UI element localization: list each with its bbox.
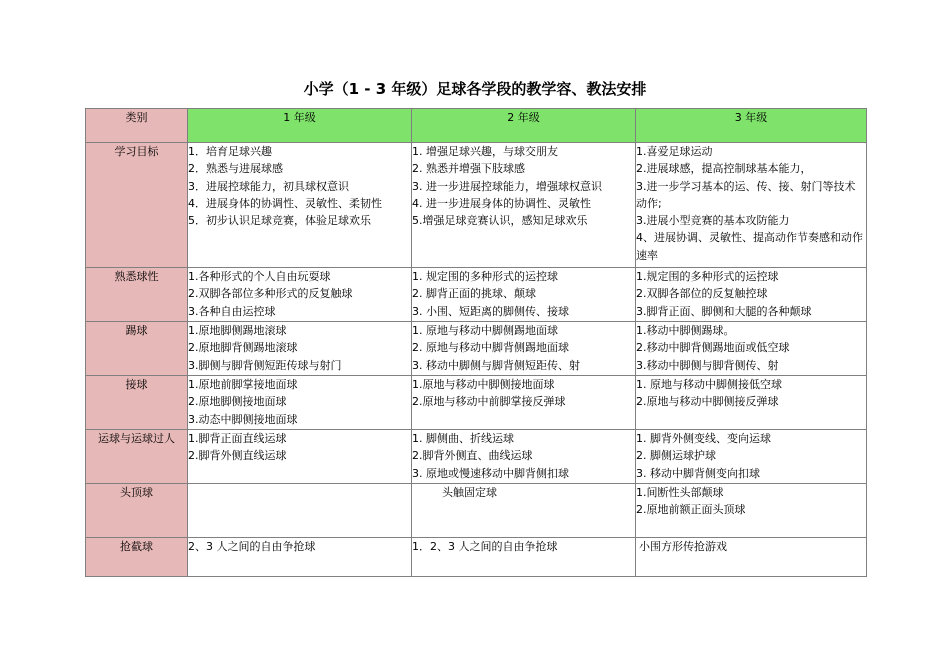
cell-line: 2.原地与移动中前脚掌接反弹球 — [412, 395, 566, 409]
page-title: 小学（1 - 3 年级）足球各学段的教学容、教法安排 — [303, 80, 647, 98]
grade-3-cell — [636, 143, 867, 268]
cell-line: 3. 小围、短距离的脚侧传、接球 — [412, 304, 569, 318]
category-cell: 接球 — [86, 376, 188, 430]
grade-1-cell — [188, 430, 412, 484]
grade-1-cell — [188, 268, 412, 322]
cell-line: 2. 脚背正面的挑球、颠球 — [412, 287, 536, 301]
cell-line: 1．培育足球兴趣 — [188, 145, 272, 158]
category-cell: 踢球 — [86, 322, 188, 376]
row-tackling — [86, 538, 867, 577]
cell-line: 5．初步认识足球竞赛，体验足球欢乐 — [188, 214, 371, 228]
row-receiving — [86, 376, 867, 430]
header-grade-2: 2 年级 — [412, 109, 636, 143]
cell-line: 1. 增强足球兴趣，与球交朋友 — [412, 145, 558, 158]
header-grade-1: 1 年级 — [188, 109, 412, 143]
cell-line: 1. 脚侧曲、折线运球 — [412, 432, 514, 445]
grade-1-cell — [188, 484, 412, 538]
cell-line: 1.原地前脚掌接地面球 — [188, 378, 298, 391]
grade-3-cell — [636, 268, 867, 322]
cell-line: 3.动态中脚侧接地面球 — [188, 412, 298, 426]
cell-line: 小围方形传抢游戏 — [639, 540, 727, 553]
grade-3-cell — [636, 322, 867, 376]
curriculum-table — [85, 108, 867, 577]
cell-line: 2.原地与移动中脚侧接反弹球 — [636, 395, 779, 409]
cell-line: 5.增强足球竞赛认识，感知足球欢乐 — [412, 214, 588, 228]
grade-2-cell — [412, 268, 636, 322]
cell-line: 2.双脚各部位的反复触控球 — [636, 287, 768, 301]
cell-line: 1.间断性头部颠球 — [636, 486, 724, 499]
cell-line: 1.原地脚侧踢地滚球 — [188, 324, 287, 337]
grade-2-cell — [412, 143, 636, 268]
cell-line: 2. 原地与移动中脚背侧踢地面球 — [412, 341, 569, 355]
header-row — [86, 109, 867, 143]
cell-line: 1.脚背正面直线运球 — [188, 432, 287, 445]
cell-line: 3. 移动中脚侧与脚背侧短距传、射 — [412, 358, 580, 372]
cell-line: 2.进展球感，提高控制球基本能力， — [636, 162, 812, 176]
cell-line: 1. 规定围的多种形式的运控球 — [412, 270, 558, 283]
category-cell: 熟悉球性 — [86, 268, 188, 322]
cell-line: 4. 进一步进展身体的协调性、灵敏性 — [412, 196, 591, 210]
row-heading — [86, 484, 867, 538]
grade-2-cell — [412, 430, 636, 484]
cell-line: 1. 原地与移动中脚侧踢地面球 — [412, 324, 558, 337]
grade-1-cell — [188, 538, 412, 577]
grade-3-cell — [636, 538, 867, 577]
cell-line: 2.原地脚背侧踢地滚球 — [188, 341, 298, 355]
cell-line: 2．熟悉与进展球感 — [188, 162, 283, 176]
cell-line: 2. 熟悉并增强下肢球感 — [412, 162, 525, 176]
cell-line: 1. 脚背外侧变线、变向运球 — [636, 432, 771, 445]
grade-2-cell — [412, 322, 636, 376]
grade-3-cell — [636, 376, 867, 430]
row-kicking — [86, 322, 867, 376]
cell-line: 2.原地脚侧接地面球 — [188, 395, 287, 409]
cell-line: 3.移动中脚侧与脚背侧传、射 — [636, 358, 779, 372]
cell-line: 1．2、3 人之间的自由争抢球 — [412, 540, 558, 553]
cell-line: 2.原地前额正面头顶球 — [636, 503, 746, 517]
category-cell: 学习目标 — [86, 143, 188, 268]
grade-2-cell — [412, 376, 636, 430]
grade-1-cell — [188, 322, 412, 376]
cell-line: 1.移动中脚侧踢球。 — [636, 324, 735, 337]
cell-line: 1.原地与移动中脚侧接地面球 — [412, 378, 555, 391]
grade-3-cell — [636, 484, 867, 538]
cell-line: 4、进展协调、灵敏性、提高动作节奏感和动作速率 — [636, 231, 863, 262]
cell-line: 3.脚背正面、脚侧和大腿的各种颠球 — [636, 304, 812, 318]
cell-line: 3.进展小型竞赛的基本攻防能力 — [636, 214, 790, 228]
cell-line: 3.进一步学习基本的运、传、接、射门等技术动作; — [636, 179, 856, 210]
cell-line: 3.脚侧与脚背侧短距传球与射门 — [188, 358, 342, 372]
cell-line: 1. 原地与移动中脚侧接低空球 — [636, 378, 782, 391]
cell-line: 1.规定围的多种形式的运控球 — [636, 270, 779, 283]
category-cell: 头顶球 — [86, 484, 188, 538]
cell-line: 3.各种自由运控球 — [188, 304, 276, 318]
cell-line: 2. 脚侧运球护球 — [636, 449, 716, 463]
header-category: 类别 — [86, 109, 188, 143]
category-cell: 运球与运球过人 — [86, 430, 188, 484]
row-ball-familiarity — [86, 268, 867, 322]
cell-line: 2.脚背外侧直、曲线运球 — [412, 449, 533, 463]
grade-2-cell — [412, 538, 636, 577]
cell-line: 2.移动中脚背侧踢地面或低空球 — [636, 341, 790, 355]
category-cell: 抢截球 — [86, 538, 188, 577]
grade-1-cell — [188, 143, 412, 268]
row-dribbling — [86, 430, 867, 484]
grade-2-cell — [412, 484, 636, 538]
cell-line: 3．进展控球能力，初具球权意识 — [188, 179, 349, 193]
cell-line: 1.各种形式的个人自由玩耍球 — [188, 270, 331, 283]
grade-1-cell — [188, 376, 412, 430]
cell-line: 1.喜爱足球运动 — [636, 145, 713, 158]
cell-line: 头触固定球 — [442, 486, 497, 499]
row-learning-goals — [86, 143, 867, 268]
cell-line: 3. 进一步进展控球能力，增强球权意识 — [412, 179, 602, 193]
cell-line: 4．进展身体的协调性、灵敏性、柔韧性 — [188, 196, 382, 210]
header-grade-3: 3 年级 — [636, 109, 867, 143]
cell-line: 2.双脚各部位多种形式的反复触球 — [188, 287, 353, 301]
cell-line: 2、3 人之间的自由争抢球 — [188, 540, 316, 553]
cell-line: 3. 原地或慢速移动中脚背侧扣球 — [412, 466, 569, 480]
grade-3-cell — [636, 430, 867, 484]
cell-line: 3. 移动中脚背侧变向扣球 — [636, 466, 760, 480]
cell-line: 2.脚背外侧直线运球 — [188, 449, 287, 463]
